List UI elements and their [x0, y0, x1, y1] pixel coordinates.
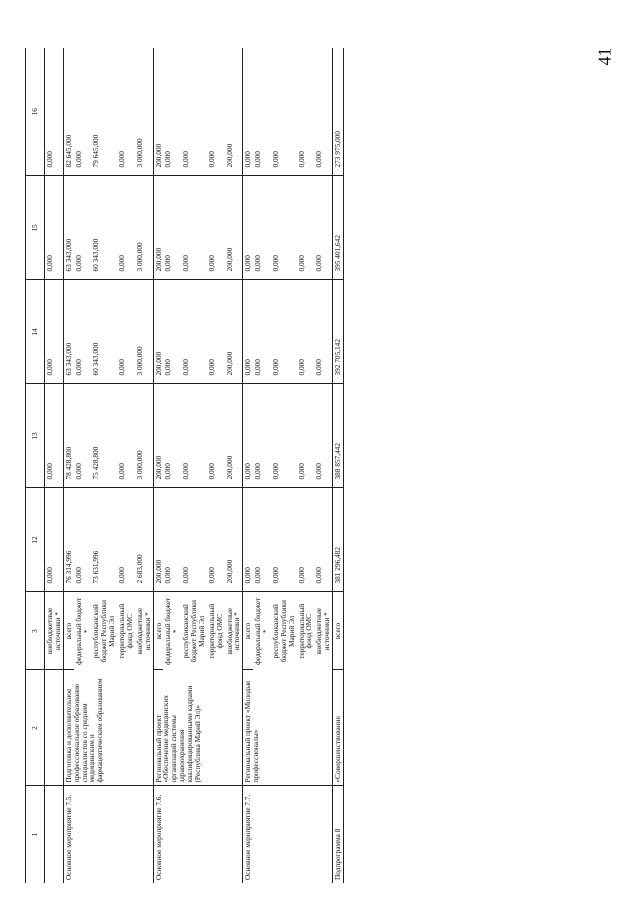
amount-cell: 0,000 [297, 384, 315, 488]
amount-cell: 0,000 [74, 176, 92, 280]
table-body [45, 48, 344, 883]
amount-cell: 0,000 [207, 176, 225, 280]
amount-cell: 3 000,000 [135, 280, 153, 384]
amount-cell: 0,000 [271, 384, 297, 488]
amount-cell: 0,000 [243, 488, 253, 592]
amount-cell: 0,000 [74, 384, 92, 488]
header-row [26, 48, 45, 883]
amount-cell: 60 343,000 [91, 280, 117, 384]
amount-cell: 200,000 [153, 488, 163, 592]
amount-cell: 200,000 [225, 488, 243, 592]
event-description: Подготовка и дополнительное профессиональное образование специалистов со средним медицинским и фармацевтическим образованием [63, 670, 153, 786]
amount-cell: 0,000 [253, 384, 271, 488]
amount-cell: 0,000 [163, 384, 181, 488]
table-row [153, 48, 163, 883]
amount-cell: 0,000 [297, 488, 315, 592]
funding-source: республиканский бюджет Республики Марий Эл [91, 600, 117, 663]
amount-cell: 0,000 [314, 48, 332, 176]
amount-cell: 0,000 [181, 48, 207, 176]
column-header: 2 [26, 670, 45, 786]
column-header: 3 [26, 592, 45, 670]
event-label: Основное мероприятие 7.7. [243, 786, 333, 883]
amount-cell: 0,000 [297, 48, 315, 176]
column-header: 14 [26, 280, 45, 384]
amount-cell: 60 343,000 [91, 176, 117, 280]
funding-source: территориальный фонд ОМС [206, 603, 224, 659]
amount-cell: 0,000 [314, 280, 332, 384]
funding-source: внебюджетные источники * [224, 608, 242, 655]
column-header: 16 [26, 48, 45, 176]
table-row [45, 48, 64, 883]
amount-cell: 2 683,000 [135, 488, 153, 592]
amount-cell: 200,000 [225, 280, 243, 384]
funding-source: территориальный фонд ОМС [296, 603, 314, 659]
amount-cell: 0,000 [271, 48, 297, 176]
funding-source: федеральный бюджет * [73, 597, 91, 665]
amount-cell: 0,000 [117, 176, 135, 280]
event-description: Региональный проект «Молодые профессионалы» [243, 670, 333, 786]
event-description: Региональный проект «Обеспечение медицинских организаций системы здравоохранения квалифицированными кадрами (Республика Марий Эл)» [153, 670, 243, 786]
amount-cell: 395 401,642 [333, 176, 344, 280]
table-row [333, 48, 344, 883]
amount-cell: 0,000 [45, 176, 64, 280]
amount-cell: 0,000 [74, 280, 92, 384]
amount-cell: 0,000 [45, 48, 64, 176]
amount-cell: 3 000,000 [135, 176, 153, 280]
amount-cell: 0,000 [181, 176, 207, 280]
amount-cell: 0,000 [207, 280, 225, 384]
table-row [243, 48, 253, 883]
amount-cell: 0,000 [271, 176, 297, 280]
event-label: Основное мероприятие 7.5. [63, 786, 153, 883]
amount-cell: 0,000 [181, 384, 207, 488]
amount-cell: 0,000 [243, 176, 253, 280]
amount-cell: 0,000 [243, 384, 253, 488]
amount-cell: 0,000 [253, 488, 271, 592]
funding-source: всего [243, 592, 253, 670]
amount-cell: 0,000 [45, 280, 64, 384]
amount-cell: 63 343,000 [63, 280, 73, 384]
amount-cell: 0,000 [314, 384, 332, 488]
column-header: 12 [26, 488, 45, 592]
funding-source: всего [63, 592, 73, 670]
amount-cell: 0,000 [207, 488, 225, 592]
funding-source: республиканский бюджет Республики Марий Эл [181, 600, 206, 663]
amount-cell: 0,000 [74, 488, 92, 592]
event-label: Подпрограмма 8 [333, 786, 344, 883]
funding-source: внебюджетные источники * [314, 608, 332, 655]
column-header: 1 [26, 786, 45, 883]
amount-cell: 0,000 [181, 280, 207, 384]
amount-cell: 0,000 [253, 48, 271, 176]
amount-cell: 75 428,800 [91, 384, 117, 488]
amount-cell: 0,000 [243, 48, 253, 176]
amount-cell: 0,000 [297, 176, 315, 280]
amount-cell: 76 314,996 [63, 488, 73, 592]
funding-source: территориальный фонд ОМС [117, 603, 134, 659]
event-description: «Совершенствование [333, 670, 344, 786]
funding-source: федеральный бюджет * [253, 597, 270, 665]
amount-cell: 82 645,000 [63, 48, 73, 176]
amount-cell: 200,000 [153, 176, 163, 280]
amount-cell: 0,000 [117, 488, 135, 592]
funding-source: всего [333, 592, 344, 670]
amount-cell: 78 428,800 [63, 384, 73, 488]
amount-cell: 0,000 [253, 280, 271, 384]
funding-table [25, 48, 344, 883]
event-label: Основное мероприятие 7.6. [153, 786, 243, 883]
amount-cell: 0,000 [271, 280, 297, 384]
amount-cell: 388 857,442 [333, 384, 344, 488]
amount-cell: 0,000 [314, 488, 332, 592]
table-row [63, 48, 73, 883]
amount-cell: 0,000 [163, 176, 181, 280]
event-label [45, 786, 64, 883]
amount-cell: 200,000 [153, 384, 163, 488]
amount-cell: 73 631,996 [91, 488, 117, 592]
amount-cell: 200,000 [225, 176, 243, 280]
amount-cell: 0,000 [163, 48, 181, 176]
amount-cell: 200,000 [225, 384, 243, 488]
amount-cell: 0,000 [163, 488, 181, 592]
page-number: 41 [594, 47, 615, 66]
amount-cell: 200,000 [153, 280, 163, 384]
amount-cell: 0,000 [45, 384, 64, 488]
amount-cell: 0,000 [207, 384, 225, 488]
funding-source: внебюджетные источники * [134, 608, 152, 655]
amount-cell: 392 705,142 [333, 280, 344, 384]
amount-cell: 0,000 [163, 280, 181, 384]
amount-cell: 3 000,000 [135, 384, 153, 488]
amount-cell: 200,000 [225, 48, 243, 176]
amount-cell: 0,000 [243, 280, 253, 384]
amount-cell: 0,000 [117, 48, 135, 176]
amount-cell: 0,000 [45, 488, 64, 592]
amount-cell: 200,000 [153, 48, 163, 176]
amount-cell: 0,000 [271, 488, 297, 592]
column-header: 13 [26, 384, 45, 488]
amount-cell: 0,000 [314, 176, 332, 280]
funding-source: внебюджетные источники * [45, 592, 64, 670]
funding-source: республиканский бюджет Республики Марий Эл [270, 600, 296, 663]
column-header: 15 [26, 176, 45, 280]
amount-cell: 0,000 [117, 280, 135, 384]
amount-cell: 63 343,000 [63, 176, 73, 280]
amount-cell: 273 975,000 [333, 48, 344, 176]
amount-cell: 79 645,000 [91, 48, 117, 176]
funding-source: федеральный бюджет * [163, 597, 181, 665]
funding-source: всего [153, 592, 163, 670]
amount-cell: 0,000 [207, 48, 225, 176]
amount-cell: 0,000 [117, 384, 135, 488]
amount-cell: 0,000 [74, 48, 92, 176]
amount-cell: 0,000 [181, 488, 207, 592]
amount-cell: 0,000 [297, 280, 315, 384]
amount-cell: 381 296,482 [333, 488, 344, 592]
amount-cell: 0,000 [253, 176, 271, 280]
event-description [45, 670, 64, 786]
amount-cell: 3 000,000 [135, 48, 153, 176]
